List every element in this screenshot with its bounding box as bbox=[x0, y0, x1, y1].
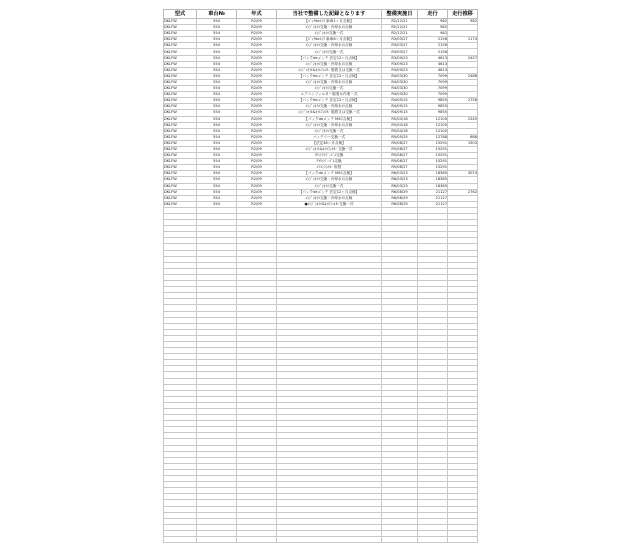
cell-unit-no: 554 bbox=[197, 92, 237, 98]
cell-mileage: 4613 bbox=[418, 61, 448, 67]
cell-mileage: 7099 bbox=[418, 92, 448, 98]
cell-unit-no: 554 bbox=[197, 55, 237, 61]
cell-type: DKLFW bbox=[164, 31, 197, 37]
cell-mileage-diff: 982 bbox=[448, 19, 478, 25]
cell-date: R6/08/29 bbox=[382, 201, 418, 207]
cell-type: DKLFW bbox=[164, 98, 197, 104]
header-mileage: 走行 bbox=[418, 10, 448, 19]
cell-year: R2/09 bbox=[237, 146, 277, 152]
cell-record: ｴﾝｼﾞﾝｵｲﾙ&ｵｲﾙﾌｨﾙﾀｰ 交換一式 bbox=[277, 146, 382, 152]
cell-year: R2/09 bbox=[237, 37, 277, 43]
cell-unit-no: 554 bbox=[197, 110, 237, 116]
cell-mileage-diff: 2762 bbox=[448, 189, 478, 195]
cell-year: R2/09 bbox=[237, 67, 277, 73]
cell-mileage: 982 bbox=[418, 19, 448, 25]
cell-unit-no: 554 bbox=[197, 49, 237, 55]
cell-mileage: 4613 bbox=[418, 55, 448, 61]
cell-record: ｴﾝｼﾞﾝｵｲﾙ交換・冷却水の点検 bbox=[277, 177, 382, 183]
cell-date: R4/09/15 bbox=[382, 110, 418, 116]
cell-type: DKLFW bbox=[164, 61, 197, 67]
cell-year: R2/09 bbox=[237, 104, 277, 110]
cell-date: R4/03/30 bbox=[382, 79, 418, 85]
cell-mileage-diff: 2486 bbox=[448, 73, 478, 79]
header-mileage-diff: 走行推移 bbox=[448, 10, 478, 19]
cell-record: 【ﾊﾟｯｸdeﾒﾝﾃ 新車1ヶ月点検】 bbox=[277, 19, 382, 25]
cell-mileage-diff: 688 bbox=[448, 134, 478, 140]
header-type: 型式 bbox=[164, 10, 197, 19]
cell-record: ｴﾝｼﾞﾝｵｲﾙ交換・冷却水の点検 bbox=[277, 104, 382, 110]
cell-type: DKLFW bbox=[164, 171, 197, 177]
cell-mileage: 4613 bbox=[418, 67, 448, 73]
cell-date bbox=[382, 536, 418, 542]
cell-record: ●ｴﾝｼﾞﾝｵｲﾙ&ｵｲﾙﾌｨﾙﾀｰ交換一式 bbox=[277, 201, 382, 207]
cell-year: R2/09 bbox=[237, 201, 277, 207]
cell-date: R5/08/27 bbox=[382, 153, 418, 159]
cell-mileage bbox=[418, 536, 448, 542]
empty-row bbox=[164, 536, 478, 542]
cell-year: R2/09 bbox=[237, 25, 277, 31]
cell-date: R5/08/27 bbox=[382, 146, 418, 152]
cell-record: ﾘﾔﾜｲﾊﾟｰｺﾞﾑ交換 bbox=[277, 159, 382, 165]
cell-year: R2/09 bbox=[237, 159, 277, 165]
cell-record: エアコンフィルター脱着＆作業一式 bbox=[277, 92, 382, 98]
cell-mileage: 21127 bbox=[418, 189, 448, 195]
cell-year: R2/09 bbox=[237, 128, 277, 134]
cell-unit-no: 554 bbox=[197, 79, 237, 85]
cell-date: R3/03/27 bbox=[382, 49, 418, 55]
cell-type: DKLFW bbox=[164, 92, 197, 98]
cell-record: ｴﾝｼﾞﾝｵｲﾙ&ｵｲﾙﾌｨﾙﾀｰ 脱着又は交換一式 bbox=[277, 67, 382, 73]
cell-unit-no: 554 bbox=[197, 104, 237, 110]
cell-mileage: 21127 bbox=[418, 195, 448, 201]
cell-record: ｴﾝｼﾞﾝｵｲﾙ交換・冷却水の点検 bbox=[277, 43, 382, 49]
cell-unit-no: 554 bbox=[197, 43, 237, 49]
cell-record: ﾌﾛﾝﾄﾜｲﾊﾟｰｺﾞﾑ交換 bbox=[277, 153, 382, 159]
cell-year: R2/09 bbox=[237, 116, 277, 122]
cell-unit-no bbox=[197, 536, 237, 542]
cell-year: R2/09 bbox=[237, 98, 277, 104]
cell-type: DKLFW bbox=[164, 86, 197, 92]
cell-year: R2/09 bbox=[237, 165, 277, 171]
header-record: 当社で整備した記録となります bbox=[277, 10, 382, 19]
cell-date: R6/08/29 bbox=[382, 189, 418, 195]
cell-record: ｴﾝｼﾞﾝｵｲﾙ交換一式 bbox=[277, 128, 382, 134]
cell-year: R2/09 bbox=[237, 189, 277, 195]
cell-mileage: 15291 bbox=[418, 165, 448, 171]
cell-record: 【パックdeメンテ 法定12ヶ月点検】 bbox=[277, 189, 382, 195]
cell-record: ｴﾝｼﾞﾝｵｲﾙ&ｵｲﾙﾌｨﾙﾀｰ 脱着又は交換一式 bbox=[277, 110, 382, 116]
cell-record: 【法定36ヶ月点検】 bbox=[277, 140, 382, 146]
cell-year: R2/09 bbox=[237, 86, 277, 92]
cell-unit-no: 554 bbox=[197, 177, 237, 183]
cell-mileage-diff: 1174 bbox=[448, 37, 478, 43]
cell-year: R2/09 bbox=[237, 110, 277, 116]
cell-mileage: 7099 bbox=[418, 79, 448, 85]
cell-type: DKLFW bbox=[164, 140, 197, 146]
cell-year: R2/09 bbox=[237, 171, 277, 177]
cell-mileage: 9855 bbox=[418, 98, 448, 104]
cell-type: DKLFW bbox=[164, 159, 197, 165]
cell-mileage: 982 bbox=[418, 25, 448, 31]
cell-date: R3/09/23 bbox=[382, 61, 418, 67]
cell-type: DKLFW bbox=[164, 201, 197, 207]
cell-mileage: 2156 bbox=[418, 43, 448, 49]
cell-type: DKLFW bbox=[164, 104, 197, 110]
cell-type: DKLFW bbox=[164, 79, 197, 85]
cell-mileage-diff: 1503 bbox=[448, 140, 478, 146]
cell-record: バッテリー交換一式 bbox=[277, 134, 382, 140]
cell-unit-no: 554 bbox=[197, 86, 237, 92]
cell-unit-no: 554 bbox=[197, 140, 237, 146]
cell-type: DKLFW bbox=[164, 122, 197, 128]
cell-mileage: 21127 bbox=[418, 201, 448, 207]
cell-unit-no: 554 bbox=[197, 31, 237, 37]
header-row bbox=[164, 10, 478, 19]
cell-mileage: 9855 bbox=[418, 104, 448, 110]
cell-date: R4/09/15 bbox=[382, 98, 418, 104]
cell-year: R2/09 bbox=[237, 79, 277, 85]
cell-unit-no: 554 bbox=[197, 171, 237, 177]
cell-record: ｴﾝｼﾞﾝｵｲﾙ交換・冷却水の点検 bbox=[277, 25, 382, 31]
cell-date: R5/08/27 bbox=[382, 159, 418, 165]
maintenance-record-table bbox=[163, 9, 478, 543]
cell-mileage: 15291 bbox=[418, 140, 448, 146]
cell-type: DKLFW bbox=[164, 67, 197, 73]
cell-unit-no: 554 bbox=[197, 134, 237, 140]
cell-mileage: 7099 bbox=[418, 86, 448, 92]
cell-record bbox=[277, 536, 382, 542]
cell-type: DKLFW bbox=[164, 189, 197, 195]
cell-type bbox=[164, 536, 197, 542]
cell-unit-no: 554 bbox=[197, 128, 237, 134]
cell-record: ｴﾝｼﾞﾝｵｲﾙ交換・冷却水の点検 bbox=[277, 61, 382, 67]
cell-year: R2/09 bbox=[237, 140, 277, 146]
cell-record: ｴﾝｼﾞﾝｵｲﾙ交換一式 bbox=[277, 86, 382, 92]
cell-type: DKLFW bbox=[164, 19, 197, 25]
cell-unit-no: 554 bbox=[197, 153, 237, 159]
cell-type: DKLFW bbox=[164, 195, 197, 201]
cell-unit-no: 554 bbox=[197, 98, 237, 104]
cell-unit-no: 554 bbox=[197, 122, 237, 128]
cell-record: ｴﾝｼﾞﾝｵｲﾙ交換一式 bbox=[277, 31, 382, 37]
cell-mileage: 12100 bbox=[418, 122, 448, 128]
cell-unit-no: 554 bbox=[197, 159, 237, 165]
cell-unit-no: 554 bbox=[197, 189, 237, 195]
cell-mileage: 15291 bbox=[418, 159, 448, 165]
cell-unit-no: 554 bbox=[197, 61, 237, 67]
cell-mileage: 2156 bbox=[418, 37, 448, 43]
cell-record: ｴﾝｼﾞﾝｵｲﾙ交換一式 bbox=[277, 183, 382, 189]
cell-year: R2/09 bbox=[237, 61, 277, 67]
cell-date: R4/03/30 bbox=[382, 86, 418, 92]
cell-mileage-diff: 3074 bbox=[448, 171, 478, 177]
cell-type: DKLFW bbox=[164, 116, 197, 122]
cell-type: DKLFW bbox=[164, 134, 197, 140]
cell-unit-no: 554 bbox=[197, 37, 237, 43]
cell-date: R5/04/18 bbox=[382, 128, 418, 134]
cell-unit-no: 554 bbox=[197, 67, 237, 73]
cell-date: R5/08/27 bbox=[382, 165, 418, 171]
cell-unit-no: 554 bbox=[197, 116, 237, 122]
cell-unit-no: 554 bbox=[197, 195, 237, 201]
cell-type: DKLFW bbox=[164, 110, 197, 116]
cell-mileage: 9855 bbox=[418, 110, 448, 116]
cell-year: R2/09 bbox=[237, 153, 277, 159]
cell-record: 【パックdeメンテ 法定12ヶ月点検】 bbox=[277, 55, 382, 61]
cell-mileage: 2156 bbox=[418, 49, 448, 55]
cell-year: R2/09 bbox=[237, 134, 277, 140]
cell-unit-no: 554 bbox=[197, 183, 237, 189]
cell-type: DKLFW bbox=[164, 73, 197, 79]
cell-date: R6/03/23 bbox=[382, 177, 418, 183]
cell-mileage: 12100 bbox=[418, 128, 448, 134]
cell-date: R2/12/21 bbox=[382, 31, 418, 37]
cell-date: R3/09/23 bbox=[382, 67, 418, 73]
cell-record: 【パックdeメンテ MSC点検】 bbox=[277, 116, 382, 122]
cell-date: R5/05/25 bbox=[382, 134, 418, 140]
cell-date: R2/12/21 bbox=[382, 19, 418, 25]
cell-year: R2/09 bbox=[237, 183, 277, 189]
cell-year: R2/09 bbox=[237, 31, 277, 37]
cell-unit-no: 554 bbox=[197, 73, 237, 79]
cell-unit-no: 554 bbox=[197, 146, 237, 152]
cell-record: ｴﾝｼﾞﾝｵｲﾙ交換・冷却水の点検 bbox=[277, 122, 382, 128]
cell-mileage-diff bbox=[448, 536, 478, 542]
cell-date: R3/03/27 bbox=[382, 43, 418, 49]
cell-date: R3/03/27 bbox=[382, 37, 418, 43]
cell-mileage: 18365 bbox=[418, 177, 448, 183]
cell-record: 【パックdeメンテ MSC点検】 bbox=[277, 171, 382, 177]
cell-unit-no: 554 bbox=[197, 19, 237, 25]
cell-date: R6/03/23 bbox=[382, 171, 418, 177]
cell-mileage: 15291 bbox=[418, 146, 448, 152]
cell-mileage-diff: 2457 bbox=[448, 55, 478, 61]
cell-mileage: 982 bbox=[418, 31, 448, 37]
cell-mileage: 18365 bbox=[418, 171, 448, 177]
cell-date: R5/08/27 bbox=[382, 140, 418, 146]
header-date: 整備実施日 bbox=[382, 10, 418, 19]
cell-year: R2/09 bbox=[237, 195, 277, 201]
cell-record: 【パックdeメンテ 法定12ヶ月点検】 bbox=[277, 73, 382, 79]
cell-year: R2/09 bbox=[237, 43, 277, 49]
cell-type: DKLFW bbox=[164, 55, 197, 61]
cell-mileage: 18365 bbox=[418, 183, 448, 189]
cell-type: DKLFW bbox=[164, 183, 197, 189]
cell-mileage: 15291 bbox=[418, 153, 448, 159]
header-unit-no: 車台№ bbox=[197, 10, 237, 19]
cell-date: R3/09/23 bbox=[382, 55, 418, 61]
cell-year bbox=[237, 536, 277, 542]
cell-date: R4/03/30 bbox=[382, 73, 418, 79]
cell-year: R2/09 bbox=[237, 73, 277, 79]
cell-mileage: 7099 bbox=[418, 73, 448, 79]
cell-record: ｴﾝｼﾞﾝｵｲﾙ交換・冷却水の点検 bbox=[277, 79, 382, 85]
cell-type: DKLFW bbox=[164, 128, 197, 134]
cell-record: ｴｱｺﾝﾌｨﾙﾀｰ 取替 bbox=[277, 165, 382, 171]
header-year: 年式 bbox=[237, 10, 277, 19]
cell-date: R6/08/29 bbox=[382, 195, 418, 201]
cell-record: ｴﾝｼﾞﾝｵｲﾙ交換一式 bbox=[277, 49, 382, 55]
cell-date: R4/03/30 bbox=[382, 92, 418, 98]
cell-mileage: 12788 bbox=[418, 134, 448, 140]
cell-type: DKLFW bbox=[164, 146, 197, 152]
cell-date: R5/04/18 bbox=[382, 122, 418, 128]
cell-mileage: 12100 bbox=[418, 116, 448, 122]
cell-year: R2/09 bbox=[237, 122, 277, 128]
cell-year: R2/09 bbox=[237, 49, 277, 55]
cell-type: DKLFW bbox=[164, 37, 197, 43]
cell-type: DKLFW bbox=[164, 177, 197, 183]
cell-date: R4/09/15 bbox=[382, 104, 418, 110]
cell-record: ｴﾝｼﾞﾝｵｲﾙ交換・冷却水の点検 bbox=[277, 195, 382, 201]
cell-unit-no: 554 bbox=[197, 25, 237, 31]
cell-type: DKLFW bbox=[164, 49, 197, 55]
cell-year: R2/09 bbox=[237, 177, 277, 183]
cell-record: 【パックdeメンテ 法定12ヶ月点検】 bbox=[277, 98, 382, 104]
table-body bbox=[164, 19, 478, 543]
cell-year: R2/09 bbox=[237, 92, 277, 98]
cell-mileage-diff: 2245 bbox=[448, 116, 478, 122]
cell-mileage-diff: 2756 bbox=[448, 98, 478, 104]
cell-year: R2/09 bbox=[237, 55, 277, 61]
cell-type: DKLFW bbox=[164, 153, 197, 159]
cell-type: DKLFW bbox=[164, 43, 197, 49]
cell-unit-no: 554 bbox=[197, 201, 237, 207]
cell-type: DKLFW bbox=[164, 165, 197, 171]
cell-type: DKLFW bbox=[164, 25, 197, 31]
cell-date: R6/03/23 bbox=[382, 183, 418, 189]
cell-date: R5/04/18 bbox=[382, 116, 418, 122]
cell-unit-no: 554 bbox=[197, 165, 237, 171]
cell-record: 【ﾊﾟｯｸdeﾒﾝﾃ 新車6ヶ月点検】 bbox=[277, 37, 382, 43]
cell-date: R2/12/21 bbox=[382, 25, 418, 31]
cell-year: R2/09 bbox=[237, 19, 277, 25]
